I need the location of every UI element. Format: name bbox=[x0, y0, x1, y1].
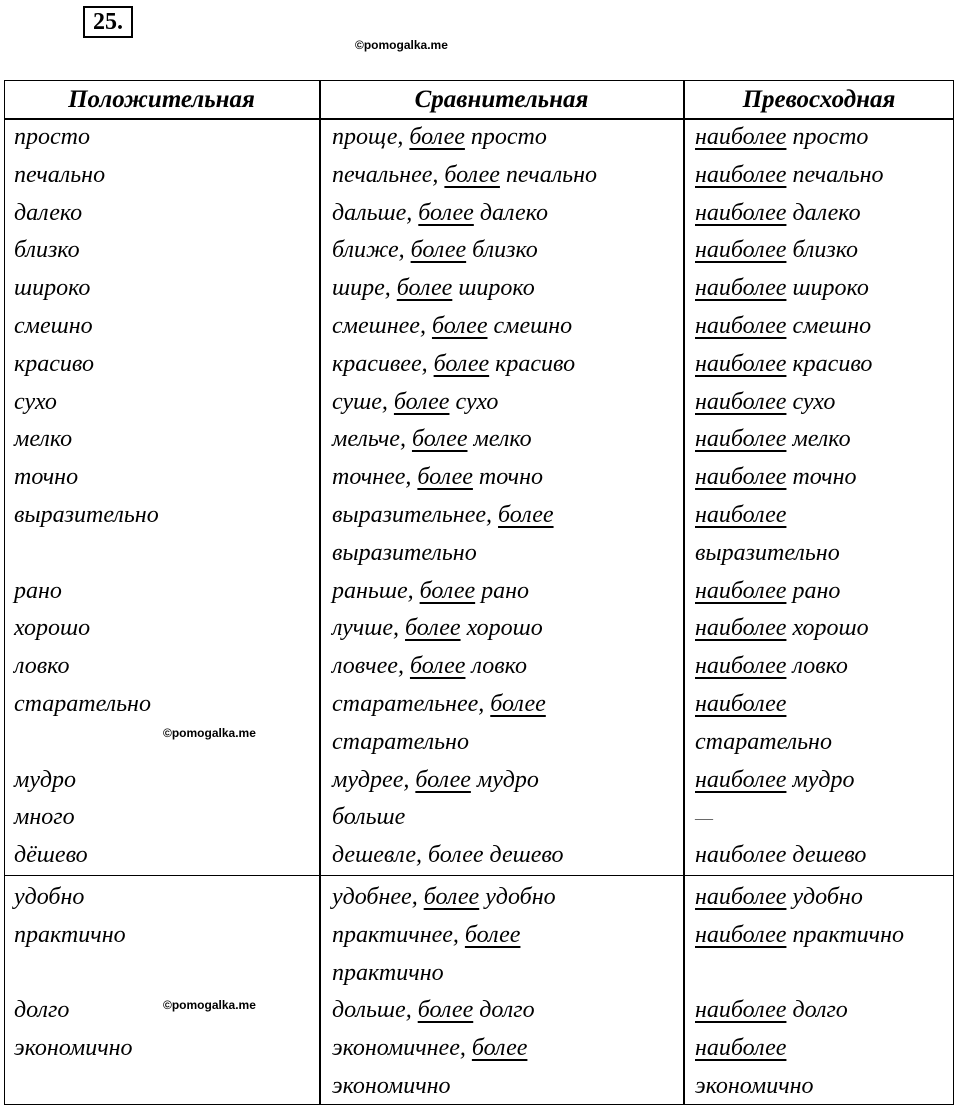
watermark: ©pomogalka.me bbox=[163, 998, 256, 1012]
comparative-part: раньше bbox=[332, 577, 408, 604]
superlative-part: сухо bbox=[786, 388, 836, 415]
comparative-part: дольше bbox=[332, 997, 406, 1024]
positive-form: выразительно bbox=[14, 502, 159, 528]
underlined-word: более bbox=[409, 124, 465, 150]
comparative-part: просто bbox=[464, 124, 547, 150]
superlative-part: удобно bbox=[786, 884, 863, 910]
underlined-word: наиболее bbox=[695, 884, 787, 910]
underlined-word: наиболее bbox=[695, 313, 787, 339]
comparative-part: , bbox=[411, 884, 424, 910]
underlined-word: наиболее bbox=[695, 199, 787, 226]
superlative-part: печально bbox=[786, 161, 884, 188]
comparative-form bbox=[332, 647, 527, 685]
underlined-word: более bbox=[498, 502, 554, 528]
comparative-part: , bbox=[421, 350, 434, 377]
underlined-word: более bbox=[393, 388, 450, 415]
comparative-part: мудрее bbox=[332, 766, 404, 793]
positive-form: хорошо bbox=[14, 615, 91, 642]
positive-form: широко bbox=[14, 275, 91, 302]
superlative-form bbox=[695, 1067, 814, 1105]
underlined-word: более bbox=[417, 997, 474, 1024]
comparative-part: ловко bbox=[465, 653, 527, 680]
comparative-part: , bbox=[419, 313, 432, 339]
underlined-word: более bbox=[415, 766, 471, 793]
comparative-part: сухо bbox=[449, 388, 499, 415]
comparative-part: практично bbox=[332, 959, 444, 986]
superlative-form bbox=[695, 231, 858, 269]
superlative-form bbox=[695, 194, 861, 232]
underlined-word: более bbox=[433, 350, 490, 377]
comparative-part: широко bbox=[452, 275, 535, 302]
comparative-form bbox=[332, 345, 575, 383]
comparative-form bbox=[332, 231, 538, 269]
comparative-part: , bbox=[393, 615, 406, 642]
comparative-part: , bbox=[403, 766, 416, 793]
superlative-form bbox=[695, 916, 904, 954]
superlative-form bbox=[695, 647, 848, 685]
superlative-part: рано bbox=[786, 577, 841, 604]
superlative-part: красиво bbox=[786, 350, 873, 377]
positive-form: смешно bbox=[14, 313, 93, 339]
comparative-part: выразительнее bbox=[332, 502, 487, 528]
comparative-form bbox=[332, 1029, 527, 1067]
column-divider bbox=[319, 80, 321, 1105]
comparative-part: ближе bbox=[332, 237, 399, 264]
comparative-part: , bbox=[486, 502, 499, 528]
underlined-word: более bbox=[396, 275, 453, 302]
header-superlative: Превосходная bbox=[742, 86, 896, 113]
positive-form: ловко bbox=[14, 653, 70, 680]
comparative-part: шире bbox=[332, 275, 385, 302]
comparative-form bbox=[332, 991, 535, 1029]
underlined-word: наиболее bbox=[695, 275, 787, 302]
comparative-part: , bbox=[452, 921, 465, 948]
comparative-part: , bbox=[381, 388, 394, 415]
comparative-form bbox=[332, 383, 498, 421]
superlative-part: практично bbox=[786, 921, 905, 948]
comparative-part: близко bbox=[466, 237, 538, 264]
comparative-form bbox=[332, 156, 597, 194]
positive-form: далеко bbox=[14, 199, 83, 226]
comparative-form bbox=[332, 194, 548, 232]
underlined-word: наиболее bbox=[695, 766, 787, 793]
underlined-word: более bbox=[419, 577, 476, 604]
superlative-part: долго bbox=[786, 997, 848, 1024]
watermark: ©pomogalka.me bbox=[163, 726, 256, 740]
positive-form: просто bbox=[14, 124, 90, 150]
comparative-part: экономично bbox=[332, 1073, 451, 1099]
positive-form: точно bbox=[14, 464, 79, 491]
comparative-part: , bbox=[397, 124, 410, 150]
comparative-part: красивее bbox=[332, 350, 422, 377]
no-superlative-mark: — bbox=[695, 808, 713, 828]
comparative-part: , bbox=[397, 653, 410, 680]
positive-form: экономично bbox=[14, 1035, 133, 1062]
underlined-word: более bbox=[405, 615, 461, 642]
comparative-part: удобнее bbox=[332, 884, 412, 910]
header-comparative: Сравнительная bbox=[414, 86, 589, 113]
underlined-word: более bbox=[410, 237, 467, 264]
superlative-form bbox=[695, 420, 851, 458]
superlative-part: выразительно bbox=[695, 539, 840, 566]
comparative-form bbox=[332, 496, 554, 534]
comparative-part: точно bbox=[472, 464, 543, 491]
superlative-part: широко bbox=[786, 275, 869, 302]
comparative-form bbox=[332, 307, 572, 345]
superlative-form bbox=[695, 345, 872, 383]
positive-form: красиво bbox=[14, 350, 94, 377]
comparative-form bbox=[332, 269, 535, 307]
comparative-part: , bbox=[405, 997, 418, 1024]
superlative-form bbox=[695, 383, 835, 421]
comparative-part: печальнее bbox=[332, 161, 433, 188]
positive-form: сухо bbox=[14, 388, 57, 415]
superlative-form bbox=[695, 458, 857, 496]
comparative-part: , bbox=[399, 426, 412, 453]
underlined-word: более bbox=[423, 884, 480, 910]
comparative-part: ловчее bbox=[332, 653, 398, 680]
comparative-form bbox=[332, 954, 444, 992]
superlative-part: просто bbox=[786, 124, 869, 150]
comparative-part: экономичнее bbox=[332, 1035, 460, 1062]
superlative-part: смешно bbox=[786, 313, 872, 339]
comparative-part: мелко bbox=[467, 426, 532, 453]
comparative-form bbox=[332, 458, 543, 496]
superlative-part: старательно bbox=[695, 728, 832, 755]
comparative-part: долго bbox=[473, 997, 535, 1024]
column-divider bbox=[683, 80, 685, 1105]
superlative-form bbox=[695, 534, 840, 572]
comparative-form bbox=[332, 534, 477, 572]
positive-form: мелко bbox=[14, 426, 73, 453]
comparative-part: красиво bbox=[489, 350, 576, 377]
superlative-part: мелко bbox=[786, 426, 851, 453]
underlined-word: более bbox=[411, 426, 468, 453]
comparative-form bbox=[332, 118, 547, 156]
comparative-part: , bbox=[432, 161, 445, 188]
superlative-part: ловко bbox=[786, 653, 848, 680]
comparative-part: , bbox=[384, 275, 397, 302]
superlative-form bbox=[695, 156, 884, 194]
positive-form: много bbox=[14, 804, 75, 831]
comparative-part: рано bbox=[475, 577, 530, 604]
comparative-part: практичнее bbox=[332, 921, 453, 948]
superlative-form bbox=[695, 572, 840, 610]
underlined-word: наиболее bbox=[695, 350, 787, 377]
exercise-number: 25. bbox=[83, 6, 133, 38]
comparative-part: печально bbox=[499, 161, 597, 188]
comparative-form bbox=[332, 1067, 451, 1105]
positive-form: удобно bbox=[14, 884, 85, 910]
positive-form: старательно bbox=[14, 691, 151, 717]
underlined-word: наиболее bbox=[695, 997, 787, 1024]
comparative-part: , bbox=[407, 577, 420, 604]
superlative-part: близко bbox=[786, 237, 859, 264]
underlined-word: более bbox=[490, 691, 546, 717]
comparative-part: старательнее bbox=[332, 691, 479, 717]
comparative-part: , bbox=[398, 237, 411, 264]
comparative-form bbox=[332, 761, 539, 799]
superlative-form bbox=[695, 723, 832, 761]
comparative-form bbox=[332, 685, 546, 723]
positive-form: практично bbox=[14, 921, 126, 948]
watermark: ©pomogalka.me bbox=[355, 38, 448, 52]
superlative-form bbox=[695, 307, 871, 345]
underlined-word: более bbox=[464, 921, 521, 948]
comparative-part: , bbox=[405, 464, 418, 491]
superlative-form bbox=[695, 269, 869, 307]
header-positive: Положительная bbox=[68, 86, 255, 113]
comparative-form bbox=[332, 836, 563, 874]
positive-form: рано bbox=[14, 577, 62, 604]
comparative-part: старательно bbox=[332, 728, 469, 755]
underlined-word: наиболее bbox=[695, 237, 787, 264]
comparative-form bbox=[332, 723, 469, 761]
comparative-form bbox=[332, 798, 405, 836]
underlined-word: наиболее bbox=[695, 124, 787, 150]
positive-form: дёшево bbox=[14, 842, 88, 869]
comparative-part: суше bbox=[332, 388, 382, 415]
comparative-part: , более дешево bbox=[416, 842, 564, 869]
positive-form: долго bbox=[14, 997, 70, 1024]
underlined-word: наиболее bbox=[695, 388, 787, 415]
superlative-form bbox=[695, 496, 786, 534]
comparative-form bbox=[332, 609, 543, 647]
superlative-form bbox=[695, 118, 868, 156]
underlined-word: наиболее bbox=[695, 161, 787, 188]
superlative-part: хорошо bbox=[786, 615, 869, 642]
underlined-word: более bbox=[418, 199, 474, 226]
comparative-part: мудро bbox=[470, 766, 539, 793]
superlative-part: далеко bbox=[786, 199, 861, 226]
comparative-form bbox=[332, 420, 532, 458]
underlined-word: наиболее bbox=[695, 577, 787, 604]
comparative-part: мельче bbox=[332, 426, 400, 453]
comparative-form bbox=[332, 878, 556, 916]
row-divider bbox=[4, 875, 954, 876]
comparative-part: удобно bbox=[479, 884, 556, 910]
positive-form: близко bbox=[14, 237, 80, 264]
superlative-form bbox=[695, 685, 786, 723]
underlined-word: наиболее bbox=[695, 691, 787, 717]
underlined-word: наиболее bbox=[695, 502, 787, 528]
comparative-part: лучше bbox=[332, 615, 394, 642]
comparative-part: смешнее bbox=[332, 313, 420, 339]
comparative-part: смешно bbox=[487, 313, 573, 339]
superlative-part: экономично bbox=[695, 1073, 814, 1099]
underlined-word: более bbox=[431, 313, 488, 339]
comparative-form bbox=[332, 916, 520, 954]
superlative-form bbox=[695, 991, 848, 1029]
superlative-part: наиболее дешево bbox=[695, 842, 867, 869]
comparative-part: дешевле bbox=[332, 842, 416, 869]
positive-form: печально bbox=[14, 161, 106, 188]
superlative-form bbox=[695, 878, 863, 916]
comparative-part: , bbox=[459, 1035, 472, 1062]
comparative-part: точнее bbox=[332, 464, 406, 491]
underlined-word: наиболее bbox=[695, 615, 787, 642]
underlined-word: наиболее bbox=[695, 1035, 787, 1062]
superlative-part: точно bbox=[786, 464, 857, 491]
underlined-word: более bbox=[417, 464, 473, 491]
superlative-part: мудро bbox=[786, 766, 855, 793]
underlined-word: наиболее bbox=[695, 426, 787, 453]
comparative-part: , bbox=[478, 691, 491, 717]
superlative-form bbox=[695, 1029, 786, 1067]
underlined-word: более bbox=[444, 161, 500, 188]
positive-form: мудро bbox=[14, 766, 77, 793]
underlined-word: наиболее bbox=[695, 921, 787, 948]
underlined-word: более bbox=[471, 1035, 528, 1062]
superlative-form bbox=[695, 836, 866, 874]
comparative-part: проще bbox=[332, 124, 398, 150]
comparative-part: хорошо bbox=[460, 615, 543, 642]
comparative-part: дальше bbox=[332, 199, 407, 226]
superlative-form bbox=[695, 609, 869, 647]
comparative-form bbox=[332, 572, 529, 610]
comparative-part: выразительно bbox=[332, 539, 477, 566]
underlined-word: наиболее bbox=[695, 653, 787, 680]
comparative-part: , bbox=[406, 199, 419, 226]
underlined-word: более bbox=[409, 653, 466, 680]
comparative-part: больше bbox=[332, 804, 406, 831]
underlined-word: наиболее bbox=[695, 464, 787, 491]
comparative-part: далеко bbox=[473, 199, 548, 226]
superlative-form bbox=[695, 761, 854, 799]
